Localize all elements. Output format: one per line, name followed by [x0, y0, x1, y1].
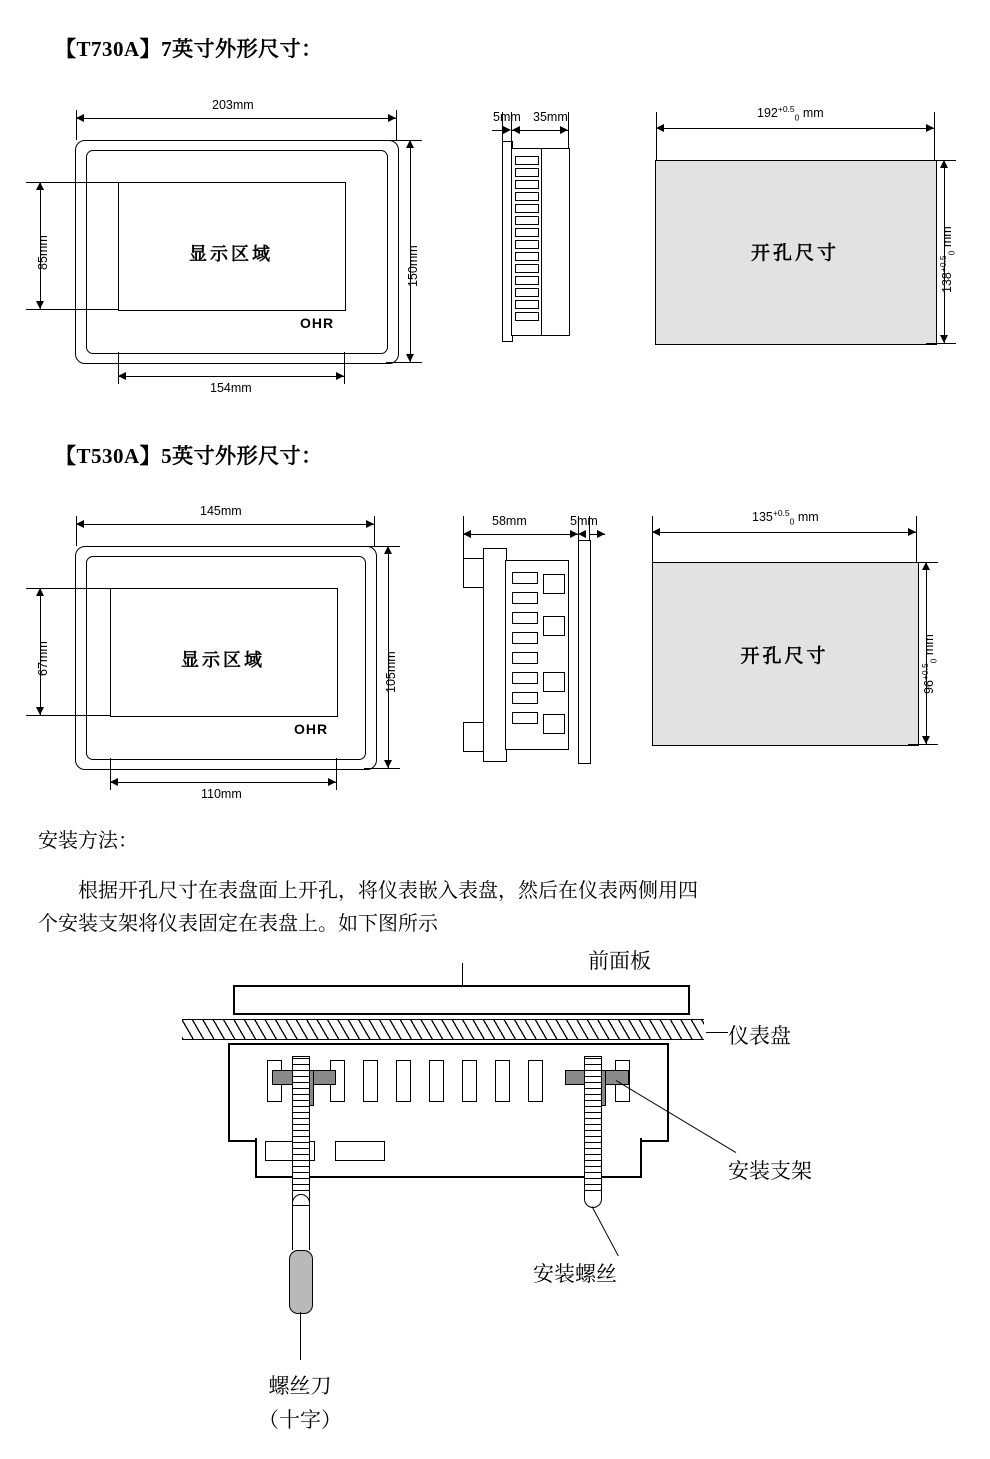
dim-t530a-cutout-height: $96^{+0.5}_0$ mm	[919, 634, 939, 694]
dim-t530a-height-total: 105mm	[384, 651, 398, 693]
dim-t530a-screen-height: 67mm	[36, 641, 50, 676]
dim-t730a-width-total: 203mm	[212, 98, 254, 112]
screwdriver-tip	[292, 1194, 310, 1206]
install-paragraph-line-2: 个安装支架将仪表固定在表盘上。如下图所示	[38, 913, 438, 935]
dim-t730a-cutout-height: $138^{+0.5}_0$ mm	[937, 226, 957, 293]
cutout-label: 开孔尺寸	[740, 646, 829, 667]
dim-t730a-side-b: 35mm	[533, 110, 568, 124]
brand-logo-ohr: OHR	[294, 721, 329, 737]
side-mount-tab-bottom	[463, 722, 485, 752]
display-area-label: 显示区域	[189, 244, 273, 264]
dim-t730a-cutout-width: $192^{+0.5}_0$ mm	[757, 103, 824, 123]
screwdriver-handle	[289, 1250, 313, 1314]
screw-right-tip	[584, 1190, 602, 1208]
dim-t530a-side-a: 58mm	[492, 514, 527, 528]
label-screw: 安装螺丝	[533, 1262, 617, 1286]
dim-t530a-cutout-width: $135^{+0.5}_0$ mm	[752, 507, 819, 527]
display-area-label: 显示区域	[181, 650, 265, 670]
dim-t530a-screen-width: 110mm	[201, 787, 242, 801]
front-panel-bar	[233, 985, 690, 1015]
dim-t730a-screen-width: 154mm	[210, 381, 252, 395]
install-paragraph-line-1: 根据开孔尺寸在表盘面上开孔，将仪表嵌入表盘，然后在仪表两侧用四	[78, 880, 698, 902]
install-heading: 安装方法：	[38, 830, 138, 852]
brand-logo-ohr: OHR	[300, 315, 335, 331]
side-rear-body	[483, 548, 507, 762]
screw-right	[584, 1056, 602, 1198]
rear-notch-right	[335, 1141, 385, 1161]
section-title-t530a: 【T530A】5英寸外形尺寸：	[55, 444, 323, 468]
cutout-label: 开孔尺寸	[750, 243, 839, 264]
side-bezel-plate	[578, 540, 591, 764]
label-meter-panel: 仪表盘	[728, 1024, 791, 1048]
section-title-t730a: 【T730A】7英寸外形尺寸：	[55, 37, 323, 61]
label-bracket: 安装支架	[728, 1159, 812, 1183]
label-front-panel: 前面板	[588, 949, 651, 973]
side-case-body	[541, 148, 570, 336]
screw-left	[292, 1056, 310, 1198]
dim-t730a-side-a: 5mm	[493, 110, 521, 124]
dim-t530a-width-total: 145mm	[200, 504, 242, 518]
dim-t530a-side-b: 5mm	[570, 514, 598, 528]
dim-t730a-screen-height: 85mm	[36, 235, 50, 270]
label-screwdriver-line-1: 螺丝刀	[268, 1374, 332, 1398]
side-mount-tab-top	[463, 558, 485, 588]
label-screwdriver-line-2: （十字）	[258, 1408, 342, 1432]
meter-panel-board	[182, 1019, 704, 1040]
dim-t730a-height-total: 150mm	[406, 245, 420, 287]
